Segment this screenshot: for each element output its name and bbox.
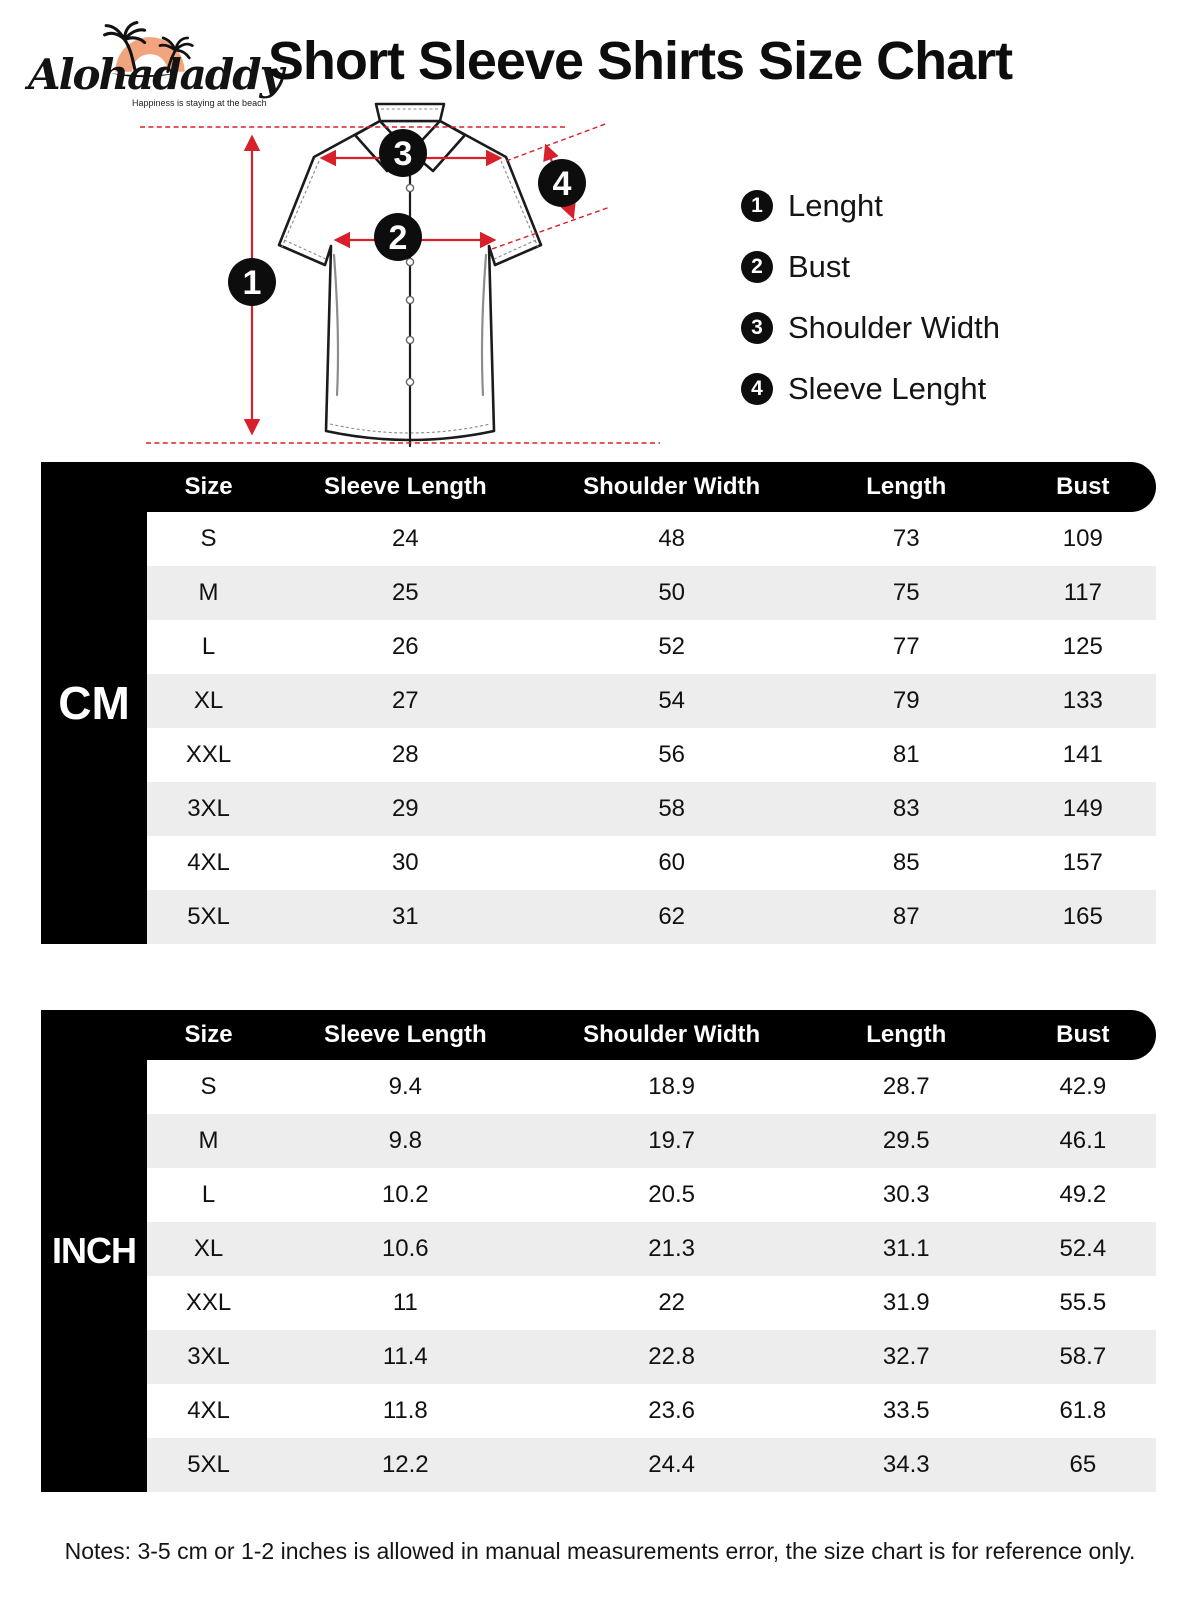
column-header-shoulder-width: Shoulder Width xyxy=(583,473,761,500)
size-table-inch xyxy=(41,1010,1156,1492)
value-cell: 25 xyxy=(391,579,419,606)
callout-1-num: 1 xyxy=(242,264,262,303)
column-header-size: Size xyxy=(184,473,233,500)
table-body-inch xyxy=(147,1060,1156,1492)
value-cell: 20.5 xyxy=(648,1181,696,1208)
value-cell: 77 xyxy=(892,633,920,660)
value-cell: 28 xyxy=(391,741,419,768)
shirt-measurement-diagram xyxy=(90,95,750,455)
value-cell: 24.4 xyxy=(648,1451,696,1478)
table-row xyxy=(147,1384,1156,1438)
value-cell: 87 xyxy=(892,903,920,930)
value-cell: 52 xyxy=(658,633,686,660)
legend-4-label: Sleeve Lenght xyxy=(788,371,987,406)
value-cell: 23.6 xyxy=(648,1397,696,1424)
value-cell: 28.7 xyxy=(882,1073,930,1100)
size-cell: 5XL xyxy=(187,1451,230,1478)
value-cell: 56 xyxy=(658,741,686,768)
value-cell: 27 xyxy=(391,687,419,714)
collar-band-shape xyxy=(376,104,444,121)
column-header-size: Size xyxy=(184,1021,233,1048)
table-row xyxy=(147,1438,1156,1492)
value-cell: 60 xyxy=(658,849,686,876)
value-cell: 149 xyxy=(1062,795,1103,822)
callout-4-num: 4 xyxy=(552,165,572,204)
value-cell: 83 xyxy=(892,795,920,822)
value-cell: 9.8 xyxy=(388,1127,422,1154)
value-cell: 11.8 xyxy=(382,1397,428,1424)
table-row xyxy=(147,1276,1156,1330)
value-cell: 32.7 xyxy=(882,1343,930,1370)
legend-1-label: Lenght xyxy=(788,188,883,223)
value-cell: 61.8 xyxy=(1059,1397,1107,1424)
value-cell: 31.9 xyxy=(882,1289,930,1316)
value-cell: 85 xyxy=(892,849,920,876)
size-cell: 3XL xyxy=(187,795,230,822)
table-row xyxy=(147,1168,1156,1222)
page-title: Short Sleeve Shirts Size Chart xyxy=(267,31,1013,91)
value-cell: 73 xyxy=(892,525,920,552)
value-cell: 29 xyxy=(391,795,419,822)
column-header-sleeve-length: Sleeve Length xyxy=(323,1021,487,1048)
value-cell: 46.1 xyxy=(1059,1127,1107,1154)
legend-3-label: Shoulder Width xyxy=(788,310,1000,345)
column-header-sleeve-length: Sleeve Length xyxy=(323,473,487,500)
value-cell: 81 xyxy=(892,741,920,768)
value-cell: 34.3 xyxy=(882,1451,930,1478)
size-cell: S xyxy=(200,1073,217,1100)
value-cell: 31.1 xyxy=(882,1235,930,1262)
value-cell: 33.5 xyxy=(882,1397,930,1424)
measurement-legend xyxy=(741,190,1000,434)
value-cell: 54 xyxy=(658,687,686,714)
size-cell: M xyxy=(198,1127,219,1154)
column-header-bust: Bust xyxy=(1056,1021,1110,1048)
value-cell: 11 xyxy=(392,1289,418,1316)
value-cell: 48 xyxy=(658,525,686,552)
size-cell: 3XL xyxy=(187,1343,230,1370)
table-row xyxy=(147,566,1156,620)
legend-1-badge: 1 xyxy=(741,190,773,222)
value-cell: 109 xyxy=(1062,525,1103,552)
size-cell: L xyxy=(201,633,216,660)
value-cell: 79 xyxy=(892,687,920,714)
value-cell: 52.4 xyxy=(1059,1235,1107,1262)
value-cell: 141 xyxy=(1062,741,1103,768)
value-cell: 21.3 xyxy=(648,1235,696,1262)
table-row xyxy=(147,512,1156,566)
table-row xyxy=(147,836,1156,890)
value-cell: 58 xyxy=(658,795,686,822)
value-cell: 165 xyxy=(1062,903,1103,930)
value-cell: 29.5 xyxy=(882,1127,930,1154)
callout-3-num: 3 xyxy=(393,135,413,174)
table-row xyxy=(147,1060,1156,1114)
sleeve-top-guide xyxy=(506,123,608,161)
value-cell: 24 xyxy=(391,525,419,552)
value-cell: 125 xyxy=(1062,633,1103,660)
column-header-bust: Bust xyxy=(1056,473,1110,500)
size-cell: XXL xyxy=(185,1289,232,1316)
value-cell: 26 xyxy=(391,633,419,660)
value-cell: 22 xyxy=(658,1289,686,1316)
size-cell: S xyxy=(200,525,217,552)
legend-item-shoulder-width xyxy=(741,312,1000,344)
value-cell: 12.2 xyxy=(381,1451,429,1478)
size-cell: 4XL xyxy=(187,1397,230,1424)
legend-2-badge: 2 xyxy=(741,251,773,283)
legend-item-sleeve-length xyxy=(741,373,1000,405)
size-cell: 5XL xyxy=(187,903,230,930)
legend-2-label: Bust xyxy=(788,249,851,284)
column-header-length: Length xyxy=(866,1021,947,1048)
value-cell: 62 xyxy=(658,903,686,930)
table-row xyxy=(147,728,1156,782)
callout-2-num: 2 xyxy=(388,219,408,258)
value-cell: 58.7 xyxy=(1059,1343,1107,1370)
unit-label-inch: INCH xyxy=(41,1010,147,1492)
table-row xyxy=(147,620,1156,674)
value-cell: 10.2 xyxy=(381,1181,429,1208)
size-cell: 4XL xyxy=(187,849,230,876)
table-header-inch xyxy=(41,1010,1156,1060)
value-cell: 10.6 xyxy=(381,1235,429,1262)
value-cell: 22.8 xyxy=(648,1343,696,1370)
size-table-cm xyxy=(41,462,1156,944)
value-cell: 9.4 xyxy=(388,1073,422,1100)
value-cell: 42.9 xyxy=(1059,1073,1107,1100)
table-body-cm xyxy=(147,512,1156,944)
size-cell: XL xyxy=(193,687,224,714)
value-cell: 117 xyxy=(1063,579,1102,606)
size-cell: XL xyxy=(193,1235,224,1262)
unit-label-cm: CM xyxy=(41,462,147,944)
legend-4-badge: 4 xyxy=(741,373,773,405)
value-cell: 133 xyxy=(1062,687,1103,714)
value-cell: 19.7 xyxy=(648,1127,696,1154)
value-cell: 157 xyxy=(1062,849,1103,876)
table-row xyxy=(147,890,1156,944)
column-header-length: Length xyxy=(866,473,947,500)
size-cell: L xyxy=(201,1181,216,1208)
table-row xyxy=(147,674,1156,728)
table-row xyxy=(147,1330,1156,1384)
value-cell: 49.2 xyxy=(1059,1181,1107,1208)
legend-item-length xyxy=(741,190,1000,222)
table-row xyxy=(147,1114,1156,1168)
table-header-cm xyxy=(41,462,1156,512)
value-cell: 18.9 xyxy=(648,1073,696,1100)
value-cell: 75 xyxy=(892,579,920,606)
table-row xyxy=(147,1222,1156,1276)
table-row xyxy=(147,782,1156,836)
value-cell: 31 xyxy=(391,903,419,930)
value-cell: 55.5 xyxy=(1059,1289,1107,1316)
value-cell: 65 xyxy=(1069,1451,1097,1478)
notes-text: Notes: 3-5 cm or 1-2 inches is allowed in manual measurements error, the size chart is for reference only. xyxy=(64,1538,1136,1564)
legend-3-badge: 3 xyxy=(741,312,773,344)
size-cell: M xyxy=(198,579,219,606)
value-cell: 30 xyxy=(391,849,419,876)
legend-item-bust xyxy=(741,251,1000,283)
column-header-shoulder-width: Shoulder Width xyxy=(583,1021,761,1048)
value-cell: 11.4 xyxy=(382,1343,428,1370)
value-cell: 30.3 xyxy=(882,1181,930,1208)
size-cell: XXL xyxy=(185,741,232,768)
value-cell: 50 xyxy=(658,579,686,606)
brand-name: Alohadaddy xyxy=(28,50,283,99)
brand-tagline: Happiness is staying at the beach xyxy=(132,98,267,108)
